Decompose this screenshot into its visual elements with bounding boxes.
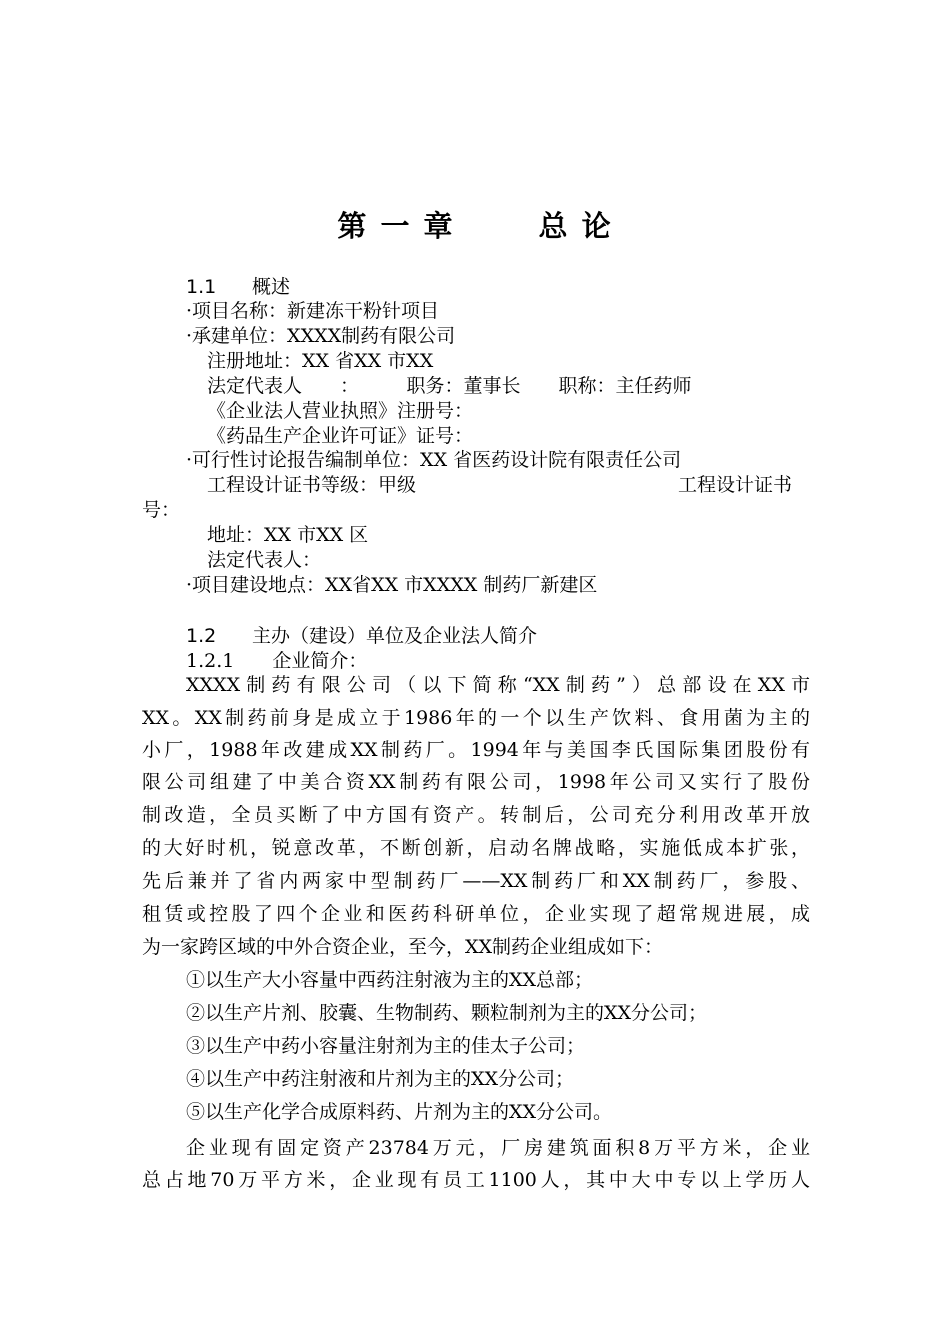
info-line: 工程设计证书等级：甲级: [207, 474, 417, 496]
section-title: 主办（建设）单位及企业法人简介: [252, 625, 538, 647]
paragraph-line: XX。XX制药前身是成立于1986年的一个以生产饮料、食用菌为主的: [142, 707, 810, 729]
paragraph-line: 制改造，全员买断了中方国有资产。转制后，公司充分利用改革开放: [142, 804, 810, 826]
section-number: 1.2: [186, 625, 217, 647]
info-line: ·项目名称：新建冻干粉针项目: [186, 300, 440, 322]
info-line: 《企业法人营业执照》注册号：: [207, 400, 474, 422]
section-number: 1.1: [186, 276, 217, 298]
chapter-title: [0, 204, 950, 245]
paragraph-line: 为一家跨区域的中外合资企业，至今，XX制药企业组成如下：: [142, 936, 664, 958]
info-line: 工程设计证书: [678, 474, 793, 496]
paragraph-line: 总占地70万平方米，企业现有员工1100人，其中大中专以上学历人: [142, 1169, 810, 1191]
paragraph-line: 先后兼并了省内两家中型制药厂——XX制药厂和XX制药厂，参股、: [142, 870, 810, 892]
subsection-heading: 1.2.1 企业简介：: [186, 650, 368, 672]
section-heading-1-2: [186, 624, 537, 648]
info-line: 注册地址：XX 省XX 市XX: [207, 350, 434, 372]
info-line: 法定代表人：: [207, 549, 322, 571]
chapter-name: 总 论: [538, 209, 613, 243]
paragraph-line: 小厂，1988年改建成XX制药厂。1994年与美国李氏国际集团股份有: [142, 739, 810, 761]
info-line: 《药品生产企业许可证》证号：: [207, 425, 474, 447]
paragraph-line: 的大好时机，锐意改革，不断创新，启动名牌战略，实施低成本扩张，: [142, 837, 810, 859]
paragraph-line: 租赁或控股了四个企业和医药科研单位，企业实现了超常规进展，成: [142, 903, 810, 925]
list-item: ④以生产中药注射液和片剂为主的XX分公司；: [186, 1068, 575, 1090]
paragraph-line: 限公司组建了中美合资XX制药有限公司，1998年公司又实行了股份: [142, 771, 810, 793]
info-line: 法定代表人 ： 职务：董事长 职称：主任药师: [207, 375, 692, 397]
info-line: 号：: [142, 499, 181, 521]
section-title: 概述: [252, 276, 291, 298]
info-line: 地址：XX 市XX 区: [207, 524, 369, 546]
list-item: ①以生产大小容量中西药注射液为主的XX总部；: [186, 969, 594, 991]
paragraph-line: 企业现有固定资产23784万元，厂房建筑面积8万平方米，企业: [186, 1137, 810, 1159]
chapter-number: 第 一 章: [337, 209, 455, 243]
info-line: ·项目建设地点：XX省XX 市XXXX 制药厂新建区: [186, 574, 598, 596]
list-item: ②以生产片剂、胶囊、生物制药、颗粒制剂为主的XX分公司；: [186, 1002, 708, 1024]
info-line: ·承建单位：XXXX制药有限公司: [186, 325, 456, 347]
list-item: ③以生产中药小容量注射剂为主的佳太子公司；: [186, 1035, 586, 1057]
list-item: ⑤以生产化学合成原料药、片剂为主的XX分公司。: [186, 1101, 613, 1123]
section-heading-1-1: [186, 275, 290, 299]
paragraph-line: XXXX制药有限公司（以下简称“XX制药”）总部设在XX市: [186, 674, 810, 696]
info-line: ·可行性讨论报告编制单位：XX 省医药设计院有限责任公司: [186, 449, 682, 471]
